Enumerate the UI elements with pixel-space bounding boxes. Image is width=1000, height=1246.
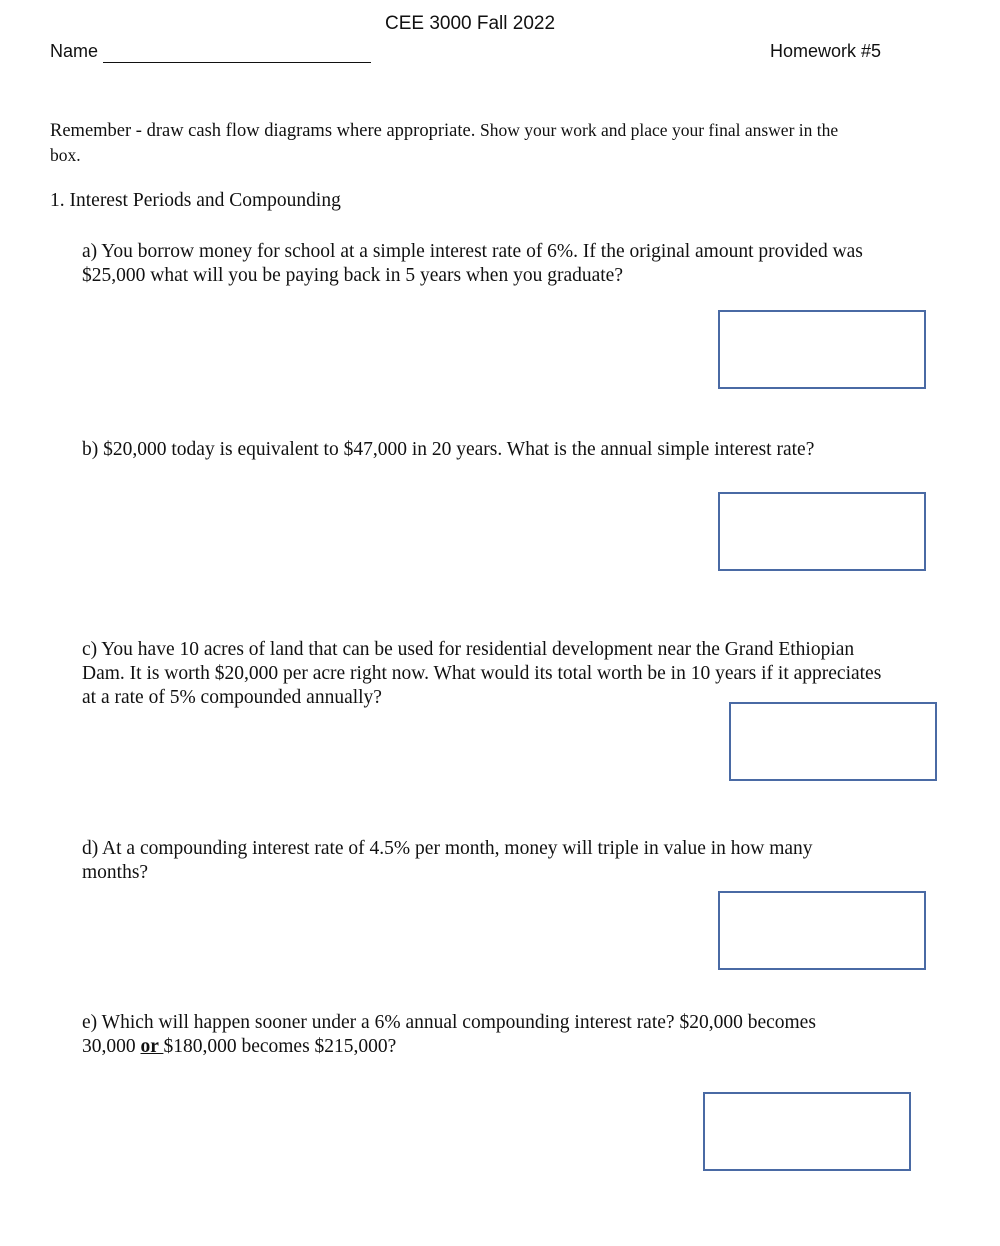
question-e-or: or: [140, 1036, 164, 1057]
section-title: 1. Interest Periods and Compounding: [50, 190, 341, 211]
question-b: b) $20,000 today is equivalent to $47,000 in 20 years. What is the annual simple interest rate?: [82, 439, 815, 460]
name-blank-line[interactable]: [103, 62, 371, 63]
instructions-part2: Show your work and place your final answer in the box.: [50, 120, 839, 165]
answer-box-b[interactable]: [718, 492, 926, 571]
instructions-part1: Remember - draw cash flow diagrams where appropriate.: [50, 121, 480, 141]
homework-number: Homework #5: [770, 41, 882, 61]
course-title: CEE 3000 Fall 2022: [384, 13, 556, 34]
answer-box-a[interactable]: [718, 310, 926, 389]
answer-box-e[interactable]: [703, 1092, 911, 1171]
question-e-part1: e) Which will happen sooner under a 6% annual compounding interest rate? $20,000 becomes 30,000: [82, 1012, 816, 1057]
question-d: d) At a compounding interest rate of 4.5% per month, money will triple in value in how many months?: [82, 838, 813, 883]
name-label: Name: [50, 41, 99, 61]
question-e: [82, 1011, 842, 1059]
question-a: a) You borrow money for school at a simple interest rate of 6%. If the original amount provided was $25,000 what will you be paying back in 5 years when you graduate?: [82, 241, 863, 286]
instructions: [50, 118, 870, 168]
question-c: c) You have 10 acres of land that can be used for residential development near the Grand Ethiopian Dam. It is worth $20,000 per acre right now. What would its total worth be in 10 years if it appreciates at a rate of 5% compounded annually?: [82, 639, 882, 708]
answer-box-c[interactable]: [729, 702, 937, 781]
answer-box-d[interactable]: [718, 891, 926, 970]
question-e-part2: $180,000 becomes $215,000?: [163, 1036, 397, 1057]
